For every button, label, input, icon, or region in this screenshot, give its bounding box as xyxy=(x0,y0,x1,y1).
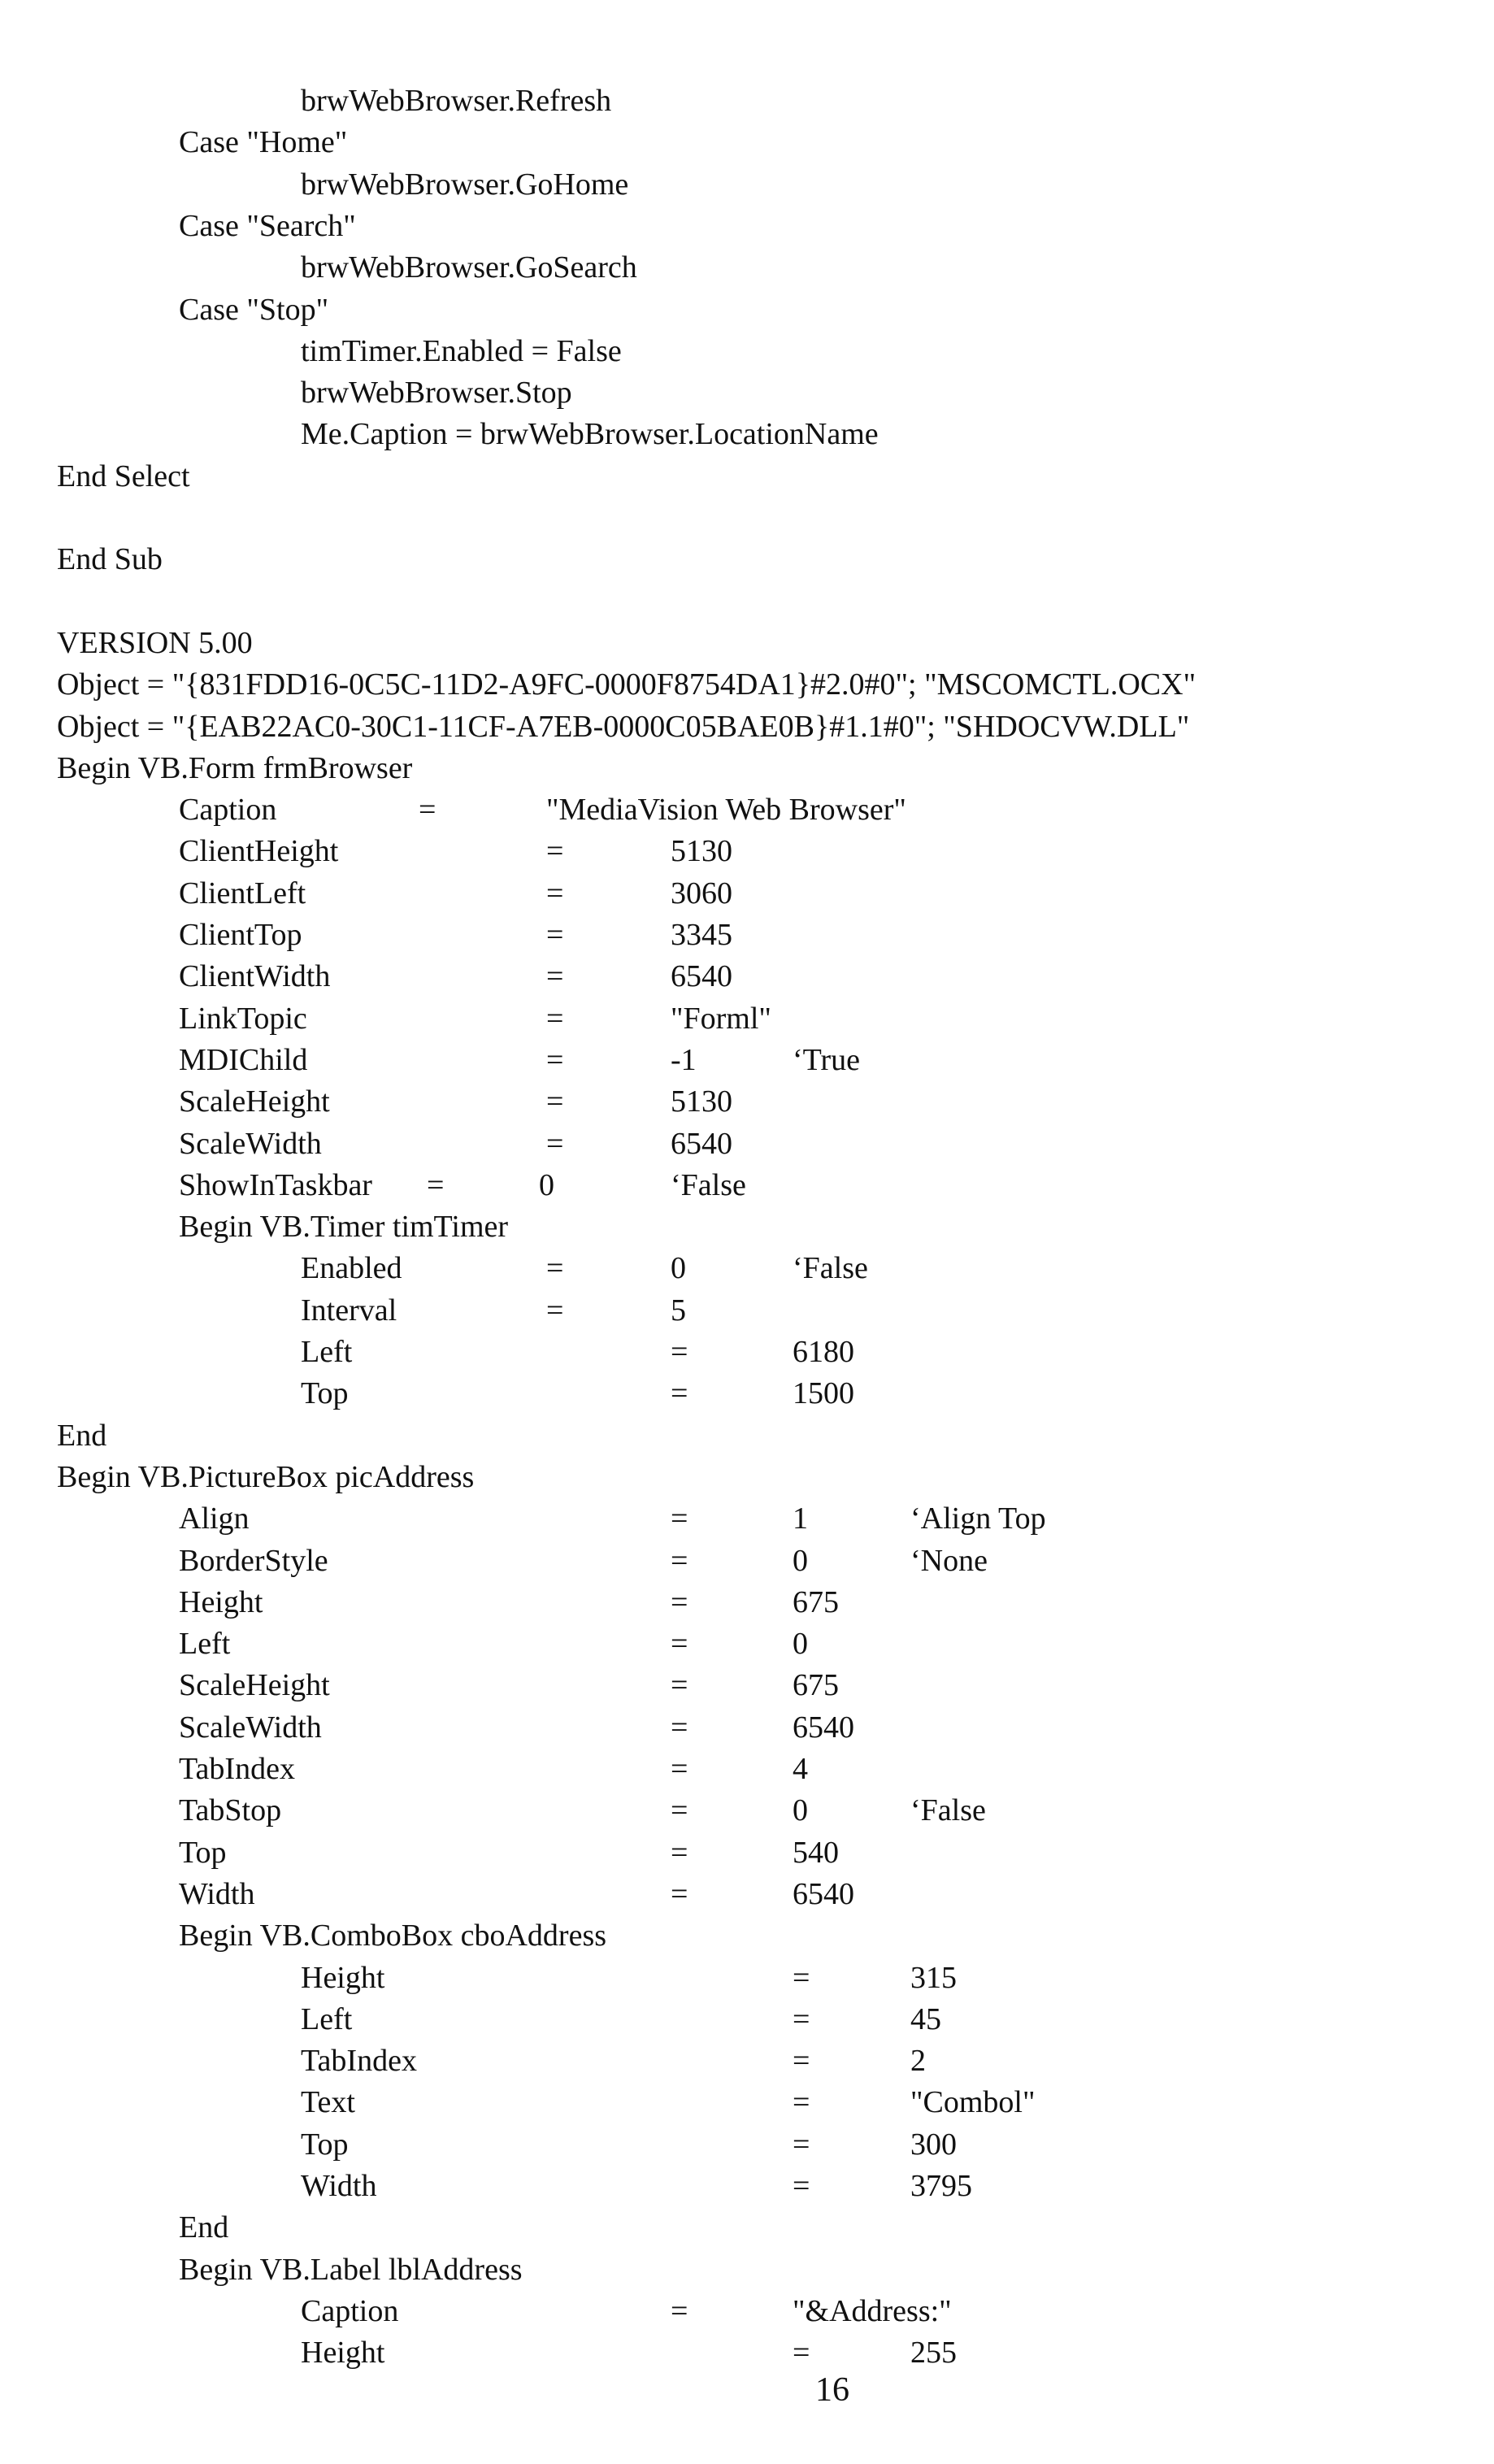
code-segment: 3795 xyxy=(910,2169,972,2203)
code-segment: ‘None xyxy=(910,1543,988,1578)
code-line xyxy=(0,1833,1494,1872)
code-segment: = xyxy=(671,1376,688,1411)
code-segment: 1 xyxy=(793,1501,808,1536)
code-line xyxy=(0,1291,1494,1330)
code-segment: ‘False xyxy=(793,1251,868,1286)
code-segment: = xyxy=(546,1293,564,1328)
code-segment: = xyxy=(546,918,564,952)
code-segment: TabIndex xyxy=(301,2044,417,2079)
code-line xyxy=(0,1458,1494,1497)
code-segment: 5 xyxy=(671,1293,686,1328)
code-segment: brwWebBrowser.GoHome xyxy=(301,167,629,202)
code-line xyxy=(0,1249,1494,1288)
code-line xyxy=(0,1541,1494,1580)
code-segment: = xyxy=(793,2336,810,2371)
code-segment: 6540 xyxy=(793,1876,854,1911)
code-segment: ‘True xyxy=(793,1042,861,1077)
code-segment: = xyxy=(793,1960,810,1995)
code-line xyxy=(0,624,1494,663)
code-segment: 6540 xyxy=(671,959,732,994)
code-segment: TabIndex xyxy=(179,1752,295,1786)
code-line xyxy=(0,1749,1494,1788)
code-segment: = xyxy=(671,1876,688,1911)
code-line xyxy=(0,2041,1494,2080)
code-line xyxy=(0,1916,1494,1955)
code-segment: End xyxy=(57,1418,107,1453)
code-segment: ‘False xyxy=(671,1167,746,1202)
code-segment: 0 xyxy=(539,1167,554,1202)
code-segment: 2 xyxy=(910,2044,926,2079)
code-line xyxy=(0,1207,1494,1246)
code-line xyxy=(0,2000,1494,2039)
code-segment: MDIChild xyxy=(179,1042,308,1077)
code-line xyxy=(0,415,1494,454)
code-segment: Left xyxy=(301,1335,353,1369)
code-segment: 0 xyxy=(793,1793,808,1828)
code-segment: = xyxy=(671,1835,688,1870)
code-segment: Height xyxy=(179,1584,263,1619)
code-segment: 0 xyxy=(793,1627,808,1662)
blank-line xyxy=(0,498,1494,537)
code-segment: 3060 xyxy=(671,876,732,910)
code-segment: ScaleHeight xyxy=(179,1668,330,1703)
code-segment: VERSION 5.00 xyxy=(57,625,253,660)
code-line xyxy=(0,290,1494,329)
code-segment: ClientHeight xyxy=(179,834,339,869)
code-segment: 675 xyxy=(793,1668,839,1703)
code-segment: brwWebBrowser.GoSearch xyxy=(301,250,637,285)
code-segment: = xyxy=(671,1793,688,1828)
code-line xyxy=(0,2292,1494,2331)
code-line xyxy=(0,2250,1494,2289)
code-segment: Begin VB.Label lblAddress xyxy=(179,2252,523,2287)
code-segment: timTimer.Enabled = False xyxy=(301,333,622,368)
code-segment: 5130 xyxy=(671,1084,732,1119)
code-line xyxy=(0,1666,1494,1705)
code-segment: Me.Caption = brwWebBrowser.LocationName xyxy=(301,417,879,452)
code-segment: 300 xyxy=(910,2127,957,2162)
code-segment: End xyxy=(179,2210,229,2245)
code-segment: Begin VB.ComboBox cboAddress xyxy=(179,1919,607,1953)
code-segment: 3345 xyxy=(671,918,732,952)
code-segment: Interval xyxy=(301,1293,397,1328)
code-line xyxy=(0,1332,1494,1371)
code-segment: ClientWidth xyxy=(179,959,331,994)
code-segment: Width xyxy=(179,1876,255,1911)
code-line xyxy=(0,540,1494,579)
code-line xyxy=(0,915,1494,954)
code-segment: = xyxy=(671,1501,688,1536)
code-segment: Caption xyxy=(179,793,277,828)
code-segment: = xyxy=(671,1627,688,1662)
code-line xyxy=(0,790,1494,829)
code-segment: = xyxy=(793,2169,810,2203)
code-line xyxy=(0,1166,1494,1205)
code-segment: End Select xyxy=(57,458,190,493)
code-line xyxy=(0,206,1494,246)
code-segment: 675 xyxy=(793,1584,839,1619)
code-segment: 255 xyxy=(910,2336,957,2371)
code-segment: Top xyxy=(301,2127,349,2162)
code-segment: ScaleHeight xyxy=(179,1084,330,1119)
code-line xyxy=(0,373,1494,412)
code-segment: = xyxy=(546,1042,564,1077)
code-line xyxy=(0,749,1494,788)
code-segment: brwWebBrowser.Stop xyxy=(301,376,572,411)
page-number: 16 xyxy=(815,2371,849,2409)
code-segment: ClientTop xyxy=(179,918,302,952)
code-line xyxy=(0,2166,1494,2205)
code-segment: Enabled xyxy=(301,1251,402,1286)
code-segment: 5130 xyxy=(671,834,732,869)
code-line xyxy=(0,874,1494,913)
code-segment: Top xyxy=(301,1376,349,1411)
code-segment: 540 xyxy=(793,1835,839,1870)
code-line xyxy=(0,2208,1494,2247)
code-segment: Height xyxy=(301,1960,385,1995)
code-segment: "MediaVision Web Browser" xyxy=(546,793,906,828)
code-segment: End Sub xyxy=(57,542,163,577)
code-line xyxy=(0,1374,1494,1413)
code-line xyxy=(0,248,1494,287)
code-line xyxy=(0,1791,1494,1830)
code-segment: Case "Home" xyxy=(179,125,348,160)
code-line xyxy=(0,957,1494,996)
code-segment: 6540 xyxy=(793,1710,854,1745)
code-segment: = xyxy=(546,1251,564,1286)
code-segment: 1500 xyxy=(793,1376,854,1411)
code-line xyxy=(0,165,1494,204)
code-segment: = xyxy=(546,834,564,869)
code-segment: = xyxy=(793,2085,810,2120)
code-line xyxy=(0,1124,1494,1163)
code-segment: = xyxy=(671,1335,688,1369)
code-segment: Begin VB.Timer timTimer xyxy=(179,1210,509,1245)
code-segment: 6540 xyxy=(671,1126,732,1161)
code-segment: = xyxy=(546,959,564,994)
code-segment: "Combol" xyxy=(910,2085,1036,2120)
code-segment: 0 xyxy=(671,1251,686,1286)
code-line xyxy=(0,707,1494,746)
code-segment: "&Address:" xyxy=(793,2293,952,2328)
code-line xyxy=(0,457,1494,496)
code-segment: Begin VB.Form frmBrowser xyxy=(57,750,413,785)
code-segment: LinkTopic xyxy=(179,1001,307,1036)
code-line xyxy=(0,1583,1494,1622)
code-segment: "Forml" xyxy=(671,1001,771,1036)
code-segment: 0 xyxy=(793,1543,808,1578)
code-segment: = xyxy=(671,1668,688,1703)
code-segment: = xyxy=(419,793,436,828)
code-segment: ScaleWidth xyxy=(179,1710,322,1745)
code-line xyxy=(0,1082,1494,1121)
code-segment: = xyxy=(427,1167,445,1202)
code-segment: = xyxy=(793,2127,810,2162)
code-segment: = xyxy=(671,2293,688,2328)
code-segment: Text xyxy=(301,2085,355,2120)
code-line xyxy=(0,123,1494,162)
code-segment: Case "Search" xyxy=(179,208,356,243)
code-line xyxy=(0,332,1494,371)
code-line xyxy=(0,81,1494,120)
code-segment: ‘Align Top xyxy=(910,1501,1046,1536)
code-segment: Left xyxy=(301,2001,353,2036)
code-line xyxy=(0,1416,1494,1455)
blank-line xyxy=(0,582,1494,621)
code-segment: = xyxy=(671,1752,688,1786)
code-segment: BorderStyle xyxy=(179,1543,328,1578)
code-line xyxy=(0,665,1494,704)
code-segment: 4 xyxy=(793,1752,808,1786)
code-segment: 45 xyxy=(910,2001,941,2036)
code-segment: -1 xyxy=(671,1042,697,1077)
code-line xyxy=(0,1875,1494,1914)
code-line xyxy=(0,1958,1494,1997)
code-segment: ClientLeft xyxy=(179,876,306,910)
code-segment: = xyxy=(546,1084,564,1119)
code-segment: Width xyxy=(301,2169,377,2203)
code-segment: TabStop xyxy=(179,1793,282,1828)
code-line xyxy=(0,1499,1494,1538)
code-segment: Height xyxy=(301,2336,385,2371)
code-segment: Top xyxy=(179,1835,227,1870)
code-segment: ScaleWidth xyxy=(179,1126,322,1161)
code-line xyxy=(0,1041,1494,1080)
code-segment: Caption xyxy=(301,2293,399,2328)
code-line xyxy=(0,2125,1494,2164)
code-segment: Object = "{EAB22AC0-30C1-11CF-A7EB-0000C05BAE0B}#1.1#0"; "SHDOCVW.DLL" xyxy=(57,709,1190,744)
code-segment: = xyxy=(671,1543,688,1578)
code-segment: = xyxy=(793,2001,810,2036)
code-segment: Case "Stop" xyxy=(179,292,329,327)
code-segment: = xyxy=(546,1001,564,1036)
code-segment: = xyxy=(671,1710,688,1745)
code-segment: ‘False xyxy=(910,1793,986,1828)
code-segment: = xyxy=(546,876,564,910)
code-segment: Align xyxy=(179,1501,250,1536)
code-line xyxy=(0,2083,1494,2122)
code-segment: = xyxy=(793,2044,810,2079)
code-segment: 315 xyxy=(910,1960,957,1995)
code-segment: Begin VB.PictureBox picAddress xyxy=(57,1459,475,1494)
code-segment: ShowInTaskbar xyxy=(179,1167,372,1202)
code-segment: Object = "{831FDD16-0C5C-11D2-A9FC-0000F8754DA1}#2.0#0"; "MSCOMCTL.OCX" xyxy=(57,667,1197,702)
code-segment: = xyxy=(546,1126,564,1161)
code-line xyxy=(0,999,1494,1038)
code-line xyxy=(0,2333,1494,2372)
code-segment: = xyxy=(671,1584,688,1619)
code-segment: Left xyxy=(179,1627,231,1662)
code-segment: brwWebBrowser.Refresh xyxy=(301,84,612,118)
code-line xyxy=(0,1708,1494,1747)
code-line xyxy=(0,1624,1494,1663)
code-segment: 6180 xyxy=(793,1335,854,1369)
code-line xyxy=(0,832,1494,871)
